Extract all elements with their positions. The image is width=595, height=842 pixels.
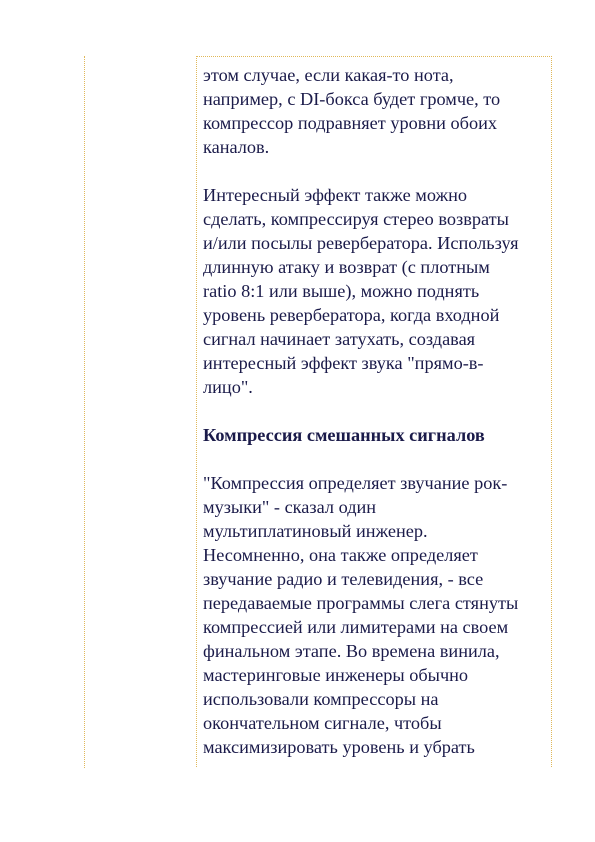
paragraph-reverb: Интересный эффект также можно сделать, компрессируя стерео возвраты и/или посылы ревербератора. Используя длинную атаку и возврат (с плотным ratio 8:1 или выше), можно поднять уровень ревербератора, когда входной сигнал начинает затухать, создавая интересный эффект звука "прямо-в- лицо".: [203, 185, 519, 397]
left-margin-rule: [84, 56, 85, 768]
paragraph-di-box: этом случае, если какая-то нота, например, с DI-бокса будет громче, то компрессор подравняет уровни обоих каналов.: [203, 65, 501, 157]
section-heading: Компрессия смешанных сигналов: [203, 425, 485, 445]
text-column: [196, 56, 552, 767]
paragraph-mixed-compression: "Компрессия определяет звучание рок- музыки" - сказал один мультиплатиновый инженер. Несомненно, она также определяет звучание радио и телевидения, - все передаваемые программы слега стянуты компрессией или лимитерами на своем финальном этапе. Во времена винила, мастеринговые инженеры обычно использовали компрессоры на окончательном сигнале, чтобы максимизировать уровень и убрать: [203, 473, 519, 757]
